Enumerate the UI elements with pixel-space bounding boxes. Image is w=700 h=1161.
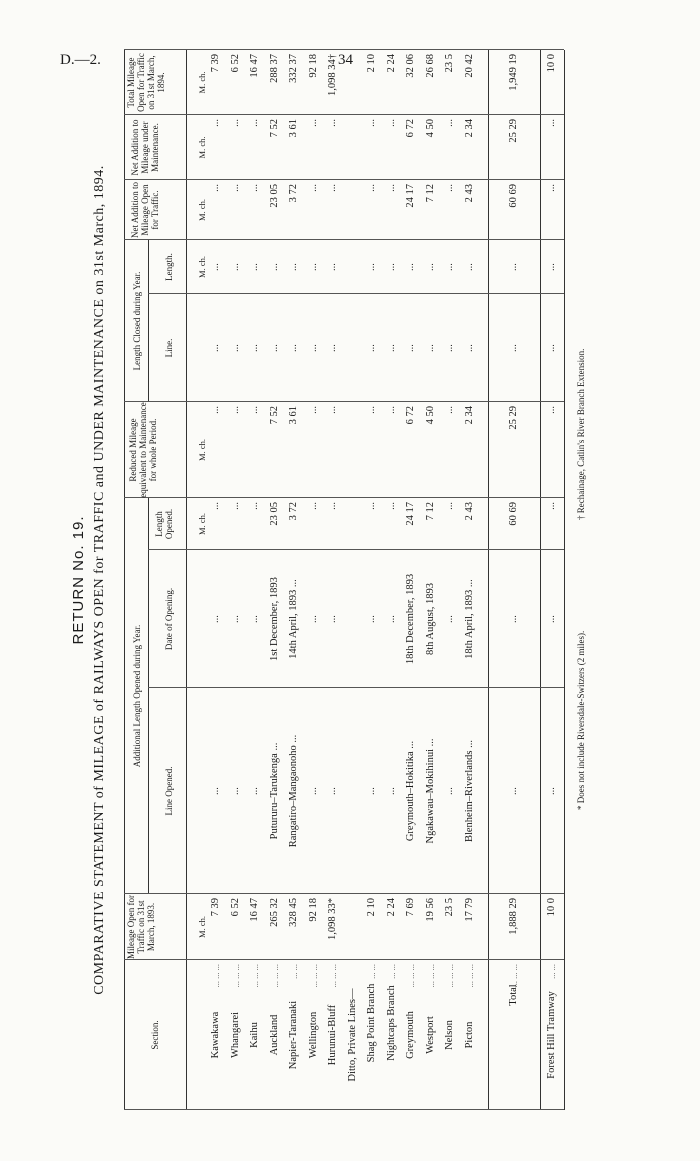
cell-len: ...: [546, 502, 557, 510]
cell-line: ...: [385, 787, 397, 795]
page-number: 34: [338, 52, 353, 68]
cell-line: ...: [366, 787, 377, 795]
cell-m93: 2 10: [366, 898, 377, 917]
cell-total: 1,949 19: [508, 54, 519, 91]
cell-m93: 17 79: [463, 898, 475, 922]
cell-line: ...: [327, 787, 338, 795]
cell-cl-line: ...: [444, 344, 455, 352]
cell-cl-len: ...: [463, 263, 475, 271]
cell-net-o: 60 69: [508, 184, 519, 208]
cell-len: ...: [327, 502, 338, 510]
cell-section: Forest Hill Tramway: [546, 991, 557, 1079]
footnote-dagger: † Rechainage, Catlin's River Branch Extension.: [576, 348, 586, 520]
unit-label: M. ch.: [197, 513, 207, 535]
header-additional-length: Additional Length Opened during Year.: [132, 624, 142, 768]
cell-cl-len: ...: [508, 263, 519, 271]
cell-cl-len: ...: [424, 263, 436, 271]
cell-line: Putururu–Tarukenga ...: [268, 742, 280, 840]
header-closed-length: Length.: [164, 253, 174, 281]
cell-cl-len: ...: [444, 263, 455, 271]
cell-line: Ngakawau–Mokihinui ...: [424, 738, 436, 844]
cell-red: ...: [546, 406, 557, 414]
cell-section: Kaihu: [249, 1022, 260, 1048]
cell-total: 10 0: [546, 54, 557, 73]
cell-date: ...: [508, 615, 519, 623]
leader-dots: ... ... ...: [425, 964, 436, 988]
cell-section: Napier-Taranaki: [288, 1000, 299, 1070]
cell-net-o: 3 72: [288, 184, 299, 203]
cell-cl-line: ...: [229, 344, 241, 352]
cell-red: ...: [444, 406, 455, 414]
cell-cl-len: ...: [268, 263, 280, 271]
cell-net-o: 2 43: [463, 184, 475, 203]
cell-m93: 7 69: [405, 898, 416, 917]
cell-line: ...: [508, 787, 519, 795]
cell-total: 20 42: [463, 54, 475, 78]
cell-red: 6 72: [405, 406, 416, 425]
cell-cl-line: ...: [288, 344, 299, 352]
cell-len: 3 72: [288, 502, 299, 521]
cell-red: ...: [385, 406, 397, 414]
cell-total: 332 37: [288, 54, 299, 83]
cell-net-o: ...: [444, 184, 455, 192]
cell-line: Blenheim–Riverlands ...: [463, 739, 475, 843]
cell-net-o: ...: [546, 184, 557, 192]
cell-total: 7 39: [210, 54, 221, 73]
cell-section: Westport: [424, 1016, 436, 1054]
return-number: RETURN No. 19.: [70, 515, 87, 645]
cell-cl-len: ...: [405, 263, 416, 271]
leader-dots: ... ...: [547, 964, 557, 979]
cell-red: 4 50: [424, 406, 436, 425]
cell-date: ...: [210, 615, 221, 623]
cell-cl-line: ...: [405, 344, 416, 352]
unit-label: M. ch.: [197, 136, 207, 159]
cell-m93: 19 56: [424, 898, 436, 922]
table-rule: [124, 893, 564, 894]
cell-len: ...: [366, 502, 377, 510]
cell-len: 2 43: [463, 502, 475, 521]
cell-len: ...: [249, 502, 260, 510]
cell-date: ...: [327, 615, 338, 623]
cell-section: Wellington: [307, 1011, 319, 1059]
cell-cl-line: ...: [385, 344, 397, 352]
table-rule: [124, 114, 564, 115]
cell-total: 288 37: [268, 54, 280, 83]
table-rule: [124, 1109, 564, 1110]
cell-len: ...: [210, 502, 221, 510]
cell-cl-line: ...: [327, 344, 338, 352]
table-rule: [124, 50, 125, 1110]
unit-label: M. ch.: [197, 199, 207, 221]
table-rule: [148, 498, 149, 894]
return-sheet: [70, 50, 630, 1110]
cell-date: ...: [444, 615, 455, 623]
cell-cl-line: ...: [249, 344, 260, 352]
cell-net-o: ...: [327, 184, 338, 192]
cell-net-o: ...: [229, 184, 241, 192]
header-reduced-mileage: Reduced Mileage equivalent to Maintenance for whole Period.: [128, 402, 158, 498]
table-rule: [148, 687, 564, 688]
cell-total: 2 24: [385, 54, 397, 73]
cell-cl-line: ...: [210, 344, 221, 352]
cell-net-m: ...: [249, 119, 260, 127]
cell-section: Ditto, Private Lines—: [346, 988, 358, 1082]
cell-line: ...: [307, 787, 319, 795]
header-total-1894: Total Mileage Open for Traffic on 31st March, 1894.: [126, 53, 166, 112]
cell-total: 32 06: [405, 54, 416, 78]
cell-net-m: 3 61: [288, 119, 299, 138]
cell-len: 24 17: [405, 502, 416, 526]
cell-cl-line: ...: [508, 344, 519, 352]
table-rule: [186, 50, 187, 1110]
cell-net-o: 23 05: [268, 184, 280, 208]
table-rule: [124, 179, 564, 180]
cell-red: ...: [229, 406, 241, 414]
cell-line: Greymouth–Hokitika ...: [405, 740, 416, 842]
cell-cl-len: ...: [307, 263, 319, 271]
header-date-of-opening: Date of Opening.: [164, 587, 174, 651]
cell-red: 2 34: [463, 406, 475, 425]
cell-cl-line: ...: [463, 344, 475, 352]
cell-section: Whangarei: [229, 1011, 241, 1059]
table-rule: [124, 959, 564, 960]
cell-cl-line: ...: [546, 344, 557, 352]
header-mileage-1893: Mileage Open for Traffic on 31st March, 1893.: [126, 895, 156, 959]
cell-net-o: ...: [366, 184, 377, 192]
cell-cl-len: ...: [327, 263, 338, 271]
leader-dots: ... ... ...: [328, 964, 338, 988]
cell-section: Hurunui-Bluff: [327, 1004, 338, 1066]
cell-total: 23 5: [444, 54, 455, 73]
cell-m93: 1,888 29: [508, 898, 519, 935]
unit-label: M. ch.: [197, 71, 207, 94]
cell-cl-len: ...: [288, 263, 299, 271]
cell-total: 2 10: [366, 54, 377, 73]
header-closed-line: Line.: [164, 338, 174, 358]
unit-label: M. ch.: [197, 439, 207, 461]
cell-date: 8th August, 1893: [424, 582, 436, 656]
cell-cl-len: ...: [385, 263, 397, 271]
cell-total: 6 52: [229, 54, 241, 73]
table-rule: [124, 401, 564, 402]
cell-net-m: 7 52: [268, 119, 280, 138]
cell-line: ...: [444, 787, 455, 795]
cell-net-m: ...: [546, 119, 557, 127]
statement-title: COMPARATIVE STATEMENT of MILEAGE of RAILWAYS OPEN for TRAFFIC and UNDER MAINTENANCE on 31st March, 1894.: [92, 165, 107, 995]
cell-net-m: ...: [210, 119, 221, 127]
cell-section: Kawakawa: [210, 1011, 221, 1059]
cell-line: ...: [249, 787, 260, 795]
cell-m93: 92 18: [307, 898, 319, 922]
leader-dots: ... ... ...: [269, 964, 280, 988]
cell-date: ...: [249, 615, 260, 623]
cell-date: ...: [307, 615, 319, 623]
cell-m93: 1,098 33*: [327, 898, 338, 940]
cell-cl-len: ...: [210, 263, 221, 271]
table-rule: [488, 50, 489, 1110]
cell-net-m: 25 29: [508, 119, 519, 143]
cell-cl-len: ...: [229, 263, 241, 271]
unit-label: M. ch.: [197, 256, 207, 278]
cell-net-m: 2 34: [463, 119, 475, 138]
cell-date: 18th April, 1893 ...: [463, 579, 475, 659]
cell-len: ...: [229, 502, 241, 510]
cell-section: Nightcaps Branch: [385, 985, 397, 1061]
cell-red: ...: [210, 406, 221, 414]
header-length-closed: Length Closed during Year.: [132, 271, 142, 371]
cell-date: 1st December, 1893: [268, 577, 280, 661]
cell-net-m: ...: [307, 119, 319, 127]
cell-section: Shag Point Branch: [366, 983, 377, 1063]
cell-red: ...: [327, 406, 338, 414]
header-net-addition-maintenance: Net Addition to Mileage under Maintenance.: [130, 119, 160, 176]
cell-net-o: 7 12: [424, 184, 436, 203]
cell-section: Greymouth: [405, 1011, 416, 1059]
cell-len: 23 05: [268, 502, 280, 526]
cell-m93: 7 39: [210, 898, 221, 917]
cell-m93: 23 5: [444, 898, 455, 917]
cell-cl-line: ...: [424, 344, 436, 352]
cell-date: 18th December, 1893: [405, 573, 416, 665]
leader-dots: ... ... ...: [509, 964, 519, 988]
cell-line: Rangatiro–Mangaonoho ...: [288, 734, 299, 848]
cell-net-m: ...: [444, 119, 455, 127]
cell-net-o: ...: [249, 184, 260, 192]
cell-total: 16 47: [249, 54, 260, 78]
page-reference: D.—2.: [60, 52, 101, 68]
header-length-opened: Length Opened.: [154, 508, 174, 540]
table-rule: [148, 497, 564, 498]
cell-net-m: ...: [385, 119, 397, 127]
cell-section: Total: [508, 984, 519, 1006]
cell-net-m: 6 72: [405, 119, 416, 138]
header-net-addition-open: Net Addition to Mileage Open for Traffic.: [130, 182, 160, 238]
cell-m93: 10 0: [546, 898, 557, 917]
cell-net-m: 4 50: [424, 119, 436, 138]
cell-date: 14th April, 1893 ...: [288, 579, 299, 659]
leader-dots: ... ... ...: [308, 964, 319, 988]
leader-dots: ... ...: [367, 964, 377, 979]
cell-red: ...: [307, 406, 319, 414]
leader-dots: ... ...: [289, 964, 299, 979]
cell-cl-len: ...: [249, 263, 260, 271]
cell-len: 7 12: [424, 502, 436, 521]
footnote-star: * Does not include Riversdale-Switzers (2 miles).: [576, 630, 586, 810]
leader-dots: ... ... ...: [464, 964, 475, 988]
cell-net-o: ...: [307, 184, 319, 192]
cell-red: 25 29: [508, 406, 519, 430]
cell-total: 1,098 34†: [327, 54, 338, 96]
cell-red: ...: [249, 406, 260, 414]
cell-net-o: ...: [385, 184, 397, 192]
cell-total: 26 68: [424, 54, 436, 78]
cell-len: ...: [385, 502, 397, 510]
leader-dots: ... ... ...: [445, 964, 455, 988]
header-section: Section.: [150, 1020, 160, 1050]
table-rule: [564, 50, 565, 1110]
table-rule: [540, 50, 541, 1110]
cell-date: ...: [366, 615, 377, 623]
cell-line: ...: [546, 787, 557, 795]
leader-dots: ... ... ...: [406, 964, 416, 988]
leader-dots: ... ... ...: [250, 964, 260, 988]
cell-m93: 2 24: [385, 898, 397, 917]
cell-m93: 6 52: [229, 898, 241, 917]
cell-cl-len: ...: [366, 263, 377, 271]
cell-net-o: ...: [210, 184, 221, 192]
cell-section: Picton: [463, 1021, 475, 1049]
cell-net-o: 24 17: [405, 184, 416, 208]
cell-net-m: ...: [366, 119, 377, 127]
leader-dots: ... ... ...: [230, 964, 241, 988]
cell-total: 92 18: [307, 54, 319, 78]
cell-red: ...: [366, 406, 377, 414]
leader-dots: ... ...: [386, 964, 397, 979]
cell-cl-line: ...: [307, 344, 319, 352]
cell-section: Auckland: [268, 1014, 280, 1056]
leader-dots: ... ... ...: [211, 964, 221, 988]
cell-len: ...: [444, 502, 455, 510]
cell-cl-line: ...: [268, 344, 280, 352]
cell-date: ...: [385, 615, 397, 623]
cell-section: Nelson: [444, 1020, 455, 1050]
cell-len: 60 69: [508, 502, 519, 526]
cell-red: 3 61: [288, 406, 299, 425]
cell-cl-line: ...: [366, 344, 377, 352]
cell-len: ...: [307, 502, 319, 510]
cell-line: ...: [229, 787, 241, 795]
cell-net-m: ...: [327, 119, 338, 127]
cell-m93: 16 47: [249, 898, 260, 922]
cell-date: ...: [546, 615, 557, 623]
table-rule: [148, 240, 149, 402]
cell-net-m: ...: [229, 119, 241, 127]
cell-red: 7 52: [268, 406, 280, 425]
cell-cl-len: ...: [546, 263, 557, 271]
cell-date: ...: [229, 615, 241, 623]
table-rule: [148, 293, 564, 294]
cell-m93: 265 32: [268, 898, 280, 927]
cell-m93: 328 45: [288, 898, 299, 927]
header-line-opened: Line Opened.: [164, 766, 174, 816]
table-rule: [124, 49, 564, 50]
table-rule: [124, 239, 564, 240]
unit-label: M. ch.: [197, 916, 207, 938]
mileage-table: [124, 50, 564, 1110]
table-rule: [148, 549, 564, 550]
cell-line: ...: [210, 787, 221, 795]
